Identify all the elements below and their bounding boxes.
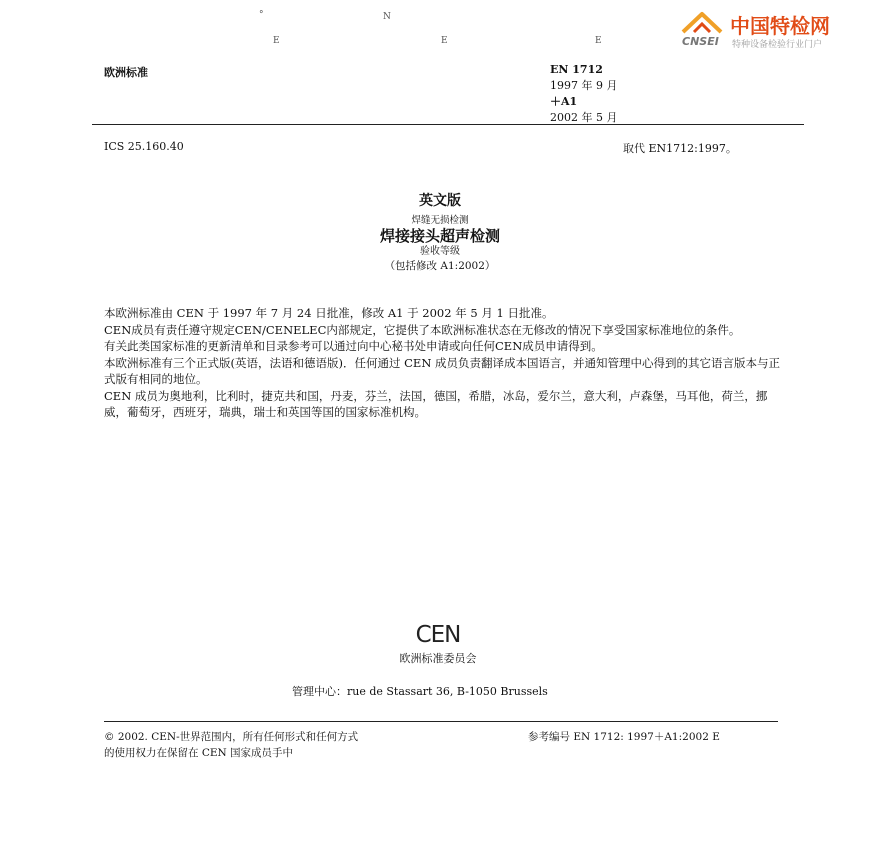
paragraph: 有关此类国家标准的更新清单和目录参考可以通过向中心秘书处申请或向任何CEN成员申请得到。: [104, 339, 603, 353]
paragraph: CEN成员有责任遵守规定CEN/CENELEC内部规定，它提供了本欧洲标准状态在无修改的情况下享受国家标准地位的条件。: [104, 322, 741, 337]
header-letter: °: [259, 10, 264, 20]
copyright-line: © 2002. CEN-世界范围内，所有任何形式和任何方式: [104, 731, 359, 743]
house-roof-icon: [680, 10, 724, 36]
org-label: 欧洲标准: [104, 66, 148, 79]
doc-date: 1997 年 9 月: [550, 79, 618, 92]
body-text: [104, 305, 784, 421]
watermark-abbr: CNSEI: [682, 35, 719, 48]
cen-block: [338, 622, 538, 666]
subtitle-amendment: （包括修改 A1:2002）: [384, 260, 496, 272]
doc-id-block: [550, 62, 617, 126]
header-letter: E: [273, 36, 280, 46]
copyright-line: 的使用权力在保留在 CEN 国家成员手中: [104, 747, 294, 759]
header-rule: [92, 124, 804, 125]
cen-logo: CEN: [415, 622, 461, 648]
copyright-block: [104, 729, 358, 761]
ics-code: ICS 25.160.40: [104, 140, 184, 153]
paragraph: 本欧洲标准由 CEN 于 1997 年 7 月 24 日批准，修改 A1 于 2002 年 5 月 1 日批准。: [104, 306, 554, 320]
subtitle-ndt: 焊缝无损检测: [411, 215, 469, 226]
doc-number: EN 1712: [550, 63, 603, 76]
document-title: 焊接接头超声检测: [379, 227, 500, 245]
paragraph: CEN 成员为奥地利，比利时，捷克共和国，丹麦，芬兰，法国，德国，希腊，冰岛，爱尔兰，意大利，卢森堡，马耳他，荷兰，挪威，葡萄牙，西班牙，瑞典，瑞士和英国等国的国家标准机构。: [104, 388, 768, 419]
footer-rule: [104, 721, 778, 722]
committee-name: 欧洲标准委员会: [399, 652, 477, 665]
header-letter: E: [441, 36, 448, 46]
amendment-date: 2002 年 5 月: [550, 111, 618, 124]
subtitle-acceptance: 验收等级: [420, 246, 460, 257]
replaces-note: 取代 EN1712:1997。: [623, 142, 737, 155]
cnsei-watermark: [680, 10, 860, 50]
header-letter: E: [595, 36, 602, 46]
header-letter: N: [383, 12, 391, 22]
management-centre-address: 管理中心：rue de Stassart 36, B-1050 Brussels: [292, 685, 548, 698]
doc-amendment: ＋A1: [550, 95, 578, 108]
title-block: [240, 192, 640, 274]
reference-number: 参考编号 EN 1712: 1997＋A1:2002 E: [528, 731, 720, 743]
paragraph: 本欧洲标准有三个正式版(英语，法语和德语版)．任何通过 CEN 成员负责翻译成本国语言，并通知管理中心得到的其它语言版本与正式版有相同的地位。: [104, 355, 781, 386]
version-label: 英文版: [419, 193, 461, 209]
watermark-title: 中国特检网: [730, 14, 830, 38]
watermark-subtitle: 特种设备检验行业门户: [732, 40, 823, 50]
